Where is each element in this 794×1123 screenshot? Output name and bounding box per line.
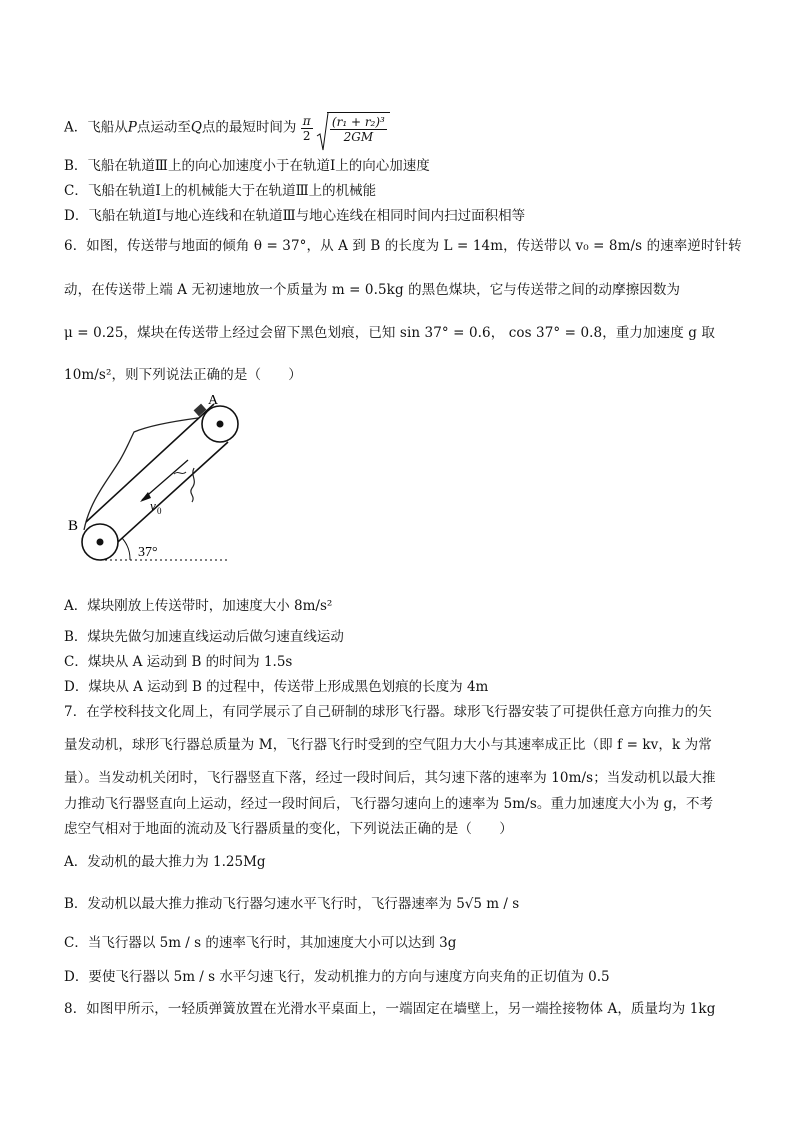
q5-option-b: B．飞船在轨道Ⅲ上的向心加速度小于在轨道Ⅰ上的向心加速度: [64, 158, 430, 174]
q5-a-rad-den: 2GM: [343, 130, 374, 144]
q5-a-suffix: 点的最短时间为: [201, 119, 297, 136]
q7-option-d: D．要使飞行器以 5m / s 水平匀速飞行，发动机推力的方向与速度方向夹角的正切值为 0.5: [64, 969, 610, 985]
angle-arc: [122, 538, 130, 560]
q7-option-c: C．当飞行器以 5m / s 的速率飞行时，其加速度大小可以达到 3g: [64, 935, 457, 951]
q7-stem-line5: 虑空气相对于地面的流动及飞行器质量的变化，下列说法正确的是（ ）: [64, 821, 513, 837]
q5-a-fraction: [301, 114, 313, 143]
q5-a-mid: 点运动至: [136, 119, 191, 136]
q5-option-a: [64, 112, 390, 144]
q6-stem-line4: 10m/s²，则下列说法正确的是（ ）: [64, 367, 302, 383]
label-v: v: [150, 498, 156, 513]
q7-option-b: B．发动机以最大推力推动飞行器匀速水平飞行时，飞行器速率为 5√5 m / s: [64, 896, 520, 912]
q5-a-frac-den: 2: [302, 128, 311, 143]
q6-option-b: B．煤块先做匀加速直线运动后做匀速直线运动: [64, 629, 344, 645]
label-a: A: [208, 393, 219, 408]
q6-stem-line3: μ = 0.25，煤块在传送带上经过会留下黑色划痕，已知 sin 37° = 0.6， cos 37° = 0.8，重力加速度 g 取: [64, 325, 715, 341]
q5-a-point-p: P: [127, 119, 137, 136]
belt-tick-mark: [174, 472, 186, 474]
q7-stem-line2: 量发动机，球形飞行器总质量为 M，飞行器飞行时受到的空气阻力大小与其速率成正比（即 f = kv，k 为常: [64, 737, 712, 753]
q5-a-rad-num: (r₁ + r₂)³: [331, 115, 385, 129]
q7-stem-line4: 力推动飞行器竖直向上运动，经过一段时间后，飞行器匀速向上的速率为 5m/s。重力加速度大小为 g，不考: [64, 796, 714, 812]
q5-a-point-q: Q: [190, 119, 202, 136]
conveyor-belt-figure: [68, 393, 268, 570]
q7-stem-line3: 量）。当发动机关闭时，飞行器竖直下落，经过一段时间后，其匀速下落的速率为 10m/s；当发动机以最大推: [64, 770, 716, 786]
roller-b-axle: [97, 539, 104, 546]
q6-stem-line2: 动，在传送带上端 A 无初速地放一个质量为 m = 0.5kg 的黑色煤块，它与传送带之间的动摩擦因数为: [64, 282, 681, 298]
q7-option-a: A．发动机的最大推力为 1.25Mg: [64, 854, 266, 870]
q5-option-d: D．飞船在轨道Ⅰ与地心连线和在轨道Ⅲ与地心连线在相同时间内扫过面积相等: [64, 208, 526, 224]
q6-option-c: C．煤块从 A 运动到 B 的时间为 1.5s: [64, 654, 293, 670]
q6-option-a: A．煤块刚放上传送带时，加速度大小 8m/s²: [64, 598, 333, 614]
q6-stem-line1: 6．如图，传送带与地面的倾角 θ = 37°，从 A 到 B 的长度为 L = 14m，传送带以 v₀ = 8m/s 的速率逆时针转: [64, 238, 742, 254]
q5-option-c: C．飞船在轨道Ⅰ上的机械能大于在轨道Ⅲ上的机械能: [64, 183, 377, 199]
roller-a-axle: [217, 421, 224, 428]
label-v-sub: 0: [157, 506, 162, 516]
label-angle: 37°: [138, 545, 158, 560]
q5-a-prefix: A．飞船从: [64, 119, 128, 136]
q5-a-radical: [317, 112, 390, 144]
q8-stem-line1: 8．如图甲所示，一轻质弹簧放置在光滑水平桌面上，一端固定在墙壁上，另一端拴接物体 A，质量均为 1kg: [64, 1001, 716, 1017]
label-b: B: [68, 518, 79, 534]
q5-a-frac-num: π: [302, 113, 311, 128]
q6-option-d: D．煤块从 A 运动到 B 的过程中，传送带上形成黑色划痕的长度为 4m: [64, 679, 489, 695]
q7-stem-line1: 7．在学校科技文化周上，有同学展示了自己研制的球形飞行器。球形飞行器安装了可提供任意方向推力的矢: [64, 704, 712, 720]
